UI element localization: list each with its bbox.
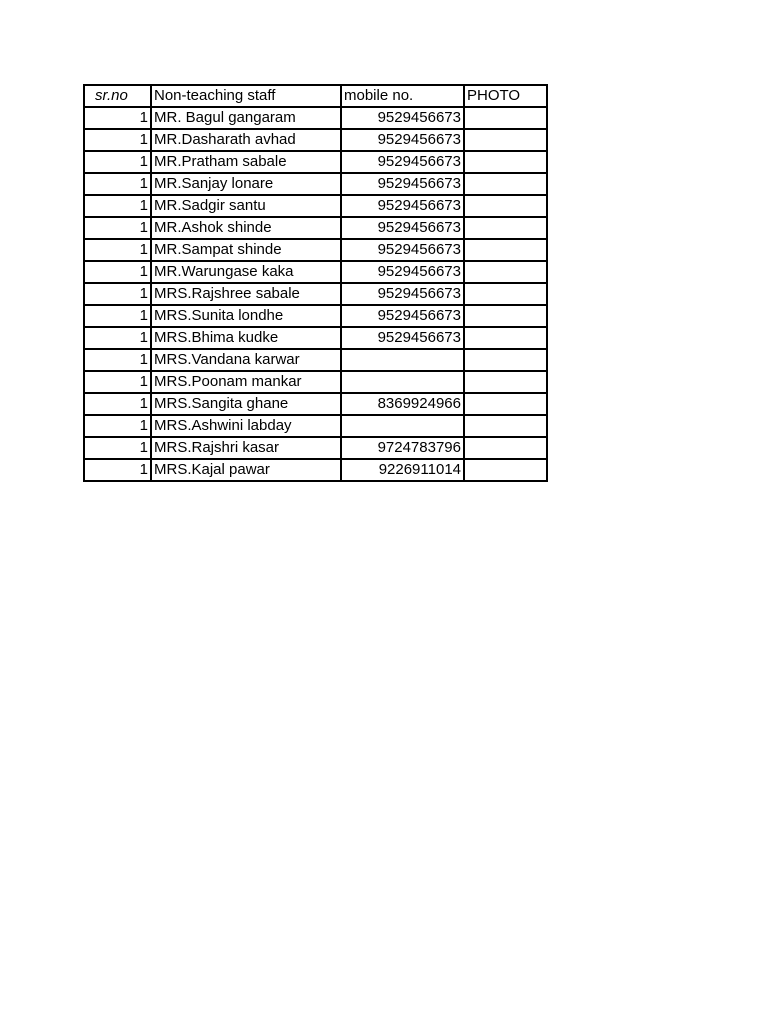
mobile-no-cell: 9529456673 bbox=[341, 305, 464, 327]
table-row bbox=[84, 393, 547, 415]
table-row bbox=[84, 239, 547, 261]
staff-name-cell: MR.Ashok shinde bbox=[151, 217, 341, 239]
photo-cell bbox=[464, 283, 547, 305]
sr-no-cell: 1 bbox=[84, 195, 151, 217]
photo-cell bbox=[464, 349, 547, 371]
mobile-no-cell bbox=[341, 415, 464, 437]
mobile-no-cell bbox=[341, 349, 464, 371]
table-row bbox=[84, 151, 547, 173]
table-row bbox=[84, 129, 547, 151]
staff-name-cell: MR. Bagul gangaram bbox=[151, 107, 341, 129]
table-row bbox=[84, 415, 547, 437]
sr-no-cell: 1 bbox=[84, 305, 151, 327]
photo-cell bbox=[464, 173, 547, 195]
photo-cell bbox=[464, 327, 547, 349]
table-row bbox=[84, 327, 547, 349]
table-row bbox=[84, 261, 547, 283]
sr-no-cell: 1 bbox=[84, 459, 151, 481]
table-row bbox=[84, 349, 547, 371]
photo-cell bbox=[464, 151, 547, 173]
sr-no-cell: 1 bbox=[84, 239, 151, 261]
sr-no-cell: 1 bbox=[84, 151, 151, 173]
mobile-no-cell: 9529456673 bbox=[341, 283, 464, 305]
photo-cell bbox=[464, 261, 547, 283]
table-row bbox=[84, 107, 547, 129]
photo-cell bbox=[464, 217, 547, 239]
staff-name-cell: MRS.Kajal pawar bbox=[151, 459, 341, 481]
photo-cell bbox=[464, 459, 547, 481]
mobile-no-cell: 9529456673 bbox=[341, 217, 464, 239]
photo-cell bbox=[464, 415, 547, 437]
sr-no-cell: 1 bbox=[84, 393, 151, 415]
photo-cell bbox=[464, 129, 547, 151]
table-row bbox=[84, 459, 547, 481]
mobile-no-cell: 8369924966 bbox=[341, 393, 464, 415]
photo-cell bbox=[464, 107, 547, 129]
table-row bbox=[84, 305, 547, 327]
staff-name-cell: MR.Dasharath avhad bbox=[151, 129, 341, 151]
staff-table bbox=[83, 84, 548, 482]
sr-no-cell: 1 bbox=[84, 437, 151, 459]
staff-name-cell: MR.Sanjay lonare bbox=[151, 173, 341, 195]
header-sr-no: sr.no bbox=[84, 85, 151, 107]
photo-cell bbox=[464, 305, 547, 327]
sr-no-cell: 1 bbox=[84, 371, 151, 393]
staff-name-cell: MR.Sadgir santu bbox=[151, 195, 341, 217]
staff-name-cell: MR.Pratham sabale bbox=[151, 151, 341, 173]
table-row bbox=[84, 217, 547, 239]
mobile-no-cell: 9529456673 bbox=[341, 261, 464, 283]
staff-name-cell: MRS.Rajshree sabale bbox=[151, 283, 341, 305]
mobile-no-cell: 9529456673 bbox=[341, 195, 464, 217]
table-row bbox=[84, 437, 547, 459]
staff-name-cell: MRS.Sunita londhe bbox=[151, 305, 341, 327]
header-staff-name: Non-teaching staff bbox=[151, 85, 341, 107]
sr-no-cell: 1 bbox=[84, 283, 151, 305]
photo-cell bbox=[464, 195, 547, 217]
staff-name-cell: MRS.Rajshri kasar bbox=[151, 437, 341, 459]
photo-cell bbox=[464, 393, 547, 415]
sr-no-cell: 1 bbox=[84, 327, 151, 349]
table-row bbox=[84, 173, 547, 195]
sr-no-cell: 1 bbox=[84, 217, 151, 239]
photo-cell bbox=[464, 239, 547, 261]
staff-name-cell: MRS.Poonam mankar bbox=[151, 371, 341, 393]
mobile-no-cell: 9529456673 bbox=[341, 151, 464, 173]
sr-no-cell: 1 bbox=[84, 261, 151, 283]
header-row bbox=[84, 85, 547, 107]
sr-no-cell: 1 bbox=[84, 129, 151, 151]
header-mobile-no: mobile no. bbox=[341, 85, 464, 107]
mobile-no-cell: 9529456673 bbox=[341, 327, 464, 349]
table-row bbox=[84, 283, 547, 305]
mobile-no-cell: 9724783796 bbox=[341, 437, 464, 459]
header-photo: PHOTO bbox=[464, 85, 547, 107]
mobile-no-cell: 9529456673 bbox=[341, 173, 464, 195]
mobile-no-cell: 9529456673 bbox=[341, 239, 464, 261]
photo-cell bbox=[464, 437, 547, 459]
staff-name-cell: MRS.Ashwini labday bbox=[151, 415, 341, 437]
photo-cell bbox=[464, 371, 547, 393]
staff-name-cell: MRS.Sangita ghane bbox=[151, 393, 341, 415]
table-row bbox=[84, 195, 547, 217]
staff-name-cell: MRS.Vandana karwar bbox=[151, 349, 341, 371]
mobile-no-cell: 9529456673 bbox=[341, 107, 464, 129]
mobile-no-cell: 9226911014 bbox=[341, 459, 464, 481]
staff-name-cell: MR.Sampat shinde bbox=[151, 239, 341, 261]
staff-sheet bbox=[83, 84, 548, 482]
staff-table-body bbox=[84, 107, 547, 481]
table-row bbox=[84, 371, 547, 393]
staff-name-cell: MR.Warungase kaka bbox=[151, 261, 341, 283]
staff-name-cell: MRS.Bhima kudke bbox=[151, 327, 341, 349]
sr-no-cell: 1 bbox=[84, 107, 151, 129]
mobile-no-cell: 9529456673 bbox=[341, 129, 464, 151]
sr-no-cell: 1 bbox=[84, 349, 151, 371]
sr-no-cell: 1 bbox=[84, 173, 151, 195]
mobile-no-cell bbox=[341, 371, 464, 393]
sr-no-cell: 1 bbox=[84, 415, 151, 437]
